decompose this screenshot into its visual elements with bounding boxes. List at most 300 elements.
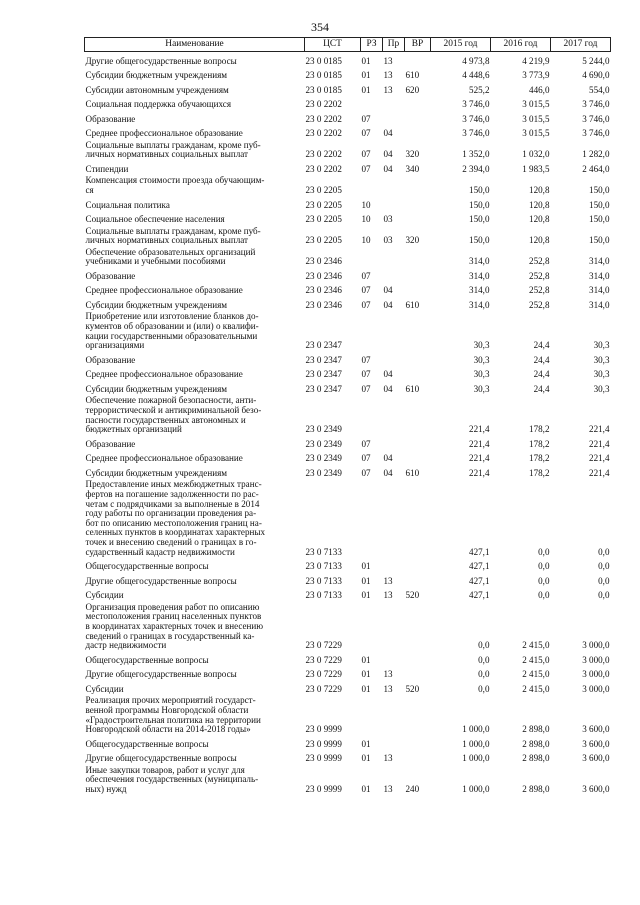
- row-rz: 10: [361, 214, 371, 225]
- row-cst: 23 0 2347: [305, 340, 342, 351]
- row-value-2016: 3 015,5: [522, 128, 550, 139]
- row-value-2016: 2 898,0: [522, 753, 550, 764]
- row-value-2017: 314,0: [589, 270, 610, 281]
- row-value-2017: 3 746,0: [582, 99, 610, 110]
- row-value-2016: 120,8: [529, 214, 550, 225]
- row-rz: 01: [361, 669, 371, 680]
- row-value-2016: 0,0: [538, 575, 550, 586]
- row-vr: 610: [405, 467, 420, 478]
- row-vr: [405, 479, 431, 558]
- row-pr: [383, 175, 405, 196]
- row-vr: 610: [405, 300, 420, 311]
- row-value-2015: 4 448,6: [462, 70, 490, 81]
- row-value-2016: 178,2: [529, 438, 550, 449]
- row-pr: 13: [383, 669, 393, 680]
- row-rz: 01: [361, 753, 371, 764]
- row-value-2015: 427,1: [469, 546, 490, 557]
- row-pr: 04: [383, 164, 393, 175]
- row-cst: 23 0 0185: [305, 70, 342, 81]
- table-row: [85, 66, 611, 81]
- row-rz: [361, 695, 383, 735]
- row-rz: 10: [361, 235, 371, 246]
- row-value-2015: 314,0: [469, 285, 490, 296]
- row-value-2017: 150,0: [589, 199, 610, 210]
- row-rz: 01: [361, 738, 371, 749]
- row-name: Субсидии: [85, 683, 124, 694]
- row-pr: [383, 110, 405, 125]
- table-row: [85, 175, 611, 196]
- row-value-2016: 252,8: [529, 300, 550, 311]
- row-vr: [405, 557, 431, 572]
- column-header-2016: 2016 год: [491, 38, 551, 52]
- row-vr: [405, 435, 431, 450]
- row-pr: [383, 196, 405, 211]
- table-row: [85, 380, 611, 395]
- row-value-2015: 0,0: [478, 683, 490, 694]
- row-name: Социальное обеспечение населения: [85, 214, 225, 225]
- row-name: Образование: [85, 270, 136, 281]
- row-value-2015: 30,3: [473, 369, 490, 380]
- row-value-2015: 314,0: [469, 270, 490, 281]
- row-pr: [383, 695, 405, 735]
- row-vr: [405, 267, 431, 282]
- row-value-2015: 3 746,0: [462, 128, 490, 139]
- row-vr: 340: [405, 164, 420, 175]
- table-row: [85, 95, 611, 110]
- row-pr: 13: [383, 783, 393, 794]
- row-rz: 01: [361, 783, 371, 794]
- row-value-2017: 554,0: [589, 84, 610, 95]
- row-value-2016: 252,8: [529, 285, 550, 296]
- row-value-2016: 2 415,0: [522, 640, 550, 651]
- row-name: Социальная поддержка обучающихся: [85, 99, 232, 110]
- row-vr: [405, 365, 431, 380]
- row-value-2016: 0,0: [538, 561, 550, 572]
- row-rz: 07: [361, 113, 371, 124]
- row-value-2015: 150,0: [469, 214, 490, 225]
- row-value-2017: 221,4: [589, 424, 610, 435]
- row-name: Субсидии бюджетным учреждениям: [85, 467, 228, 478]
- row-value-2015: 1 000,0: [462, 724, 490, 735]
- row-pr: [383, 311, 405, 351]
- row-cst: 23 0 2346: [305, 256, 342, 267]
- row-name: Организация проведения работ по описанию местоположения границ населенных пунктов в координатах характерных точек и внесению сведений о границах в государственный ка- дастр недвижимости: [85, 601, 264, 651]
- table-row: [85, 124, 611, 139]
- row-vr: 320: [405, 149, 420, 160]
- row-value-2015: 221,4: [469, 453, 490, 464]
- row-value-2016: 178,2: [529, 424, 550, 435]
- row-value-2017: 0,0: [598, 546, 610, 557]
- row-value-2017: 3 000,0: [582, 640, 610, 651]
- row-value-2015: 314,0: [469, 300, 490, 311]
- row-name: Общегосударственные вопросы: [85, 738, 209, 749]
- row-name: Стипендии: [85, 164, 129, 175]
- row-value-2015: 150,0: [469, 199, 490, 210]
- row-rz: 07: [361, 384, 371, 394]
- row-pr: 04: [383, 453, 393, 464]
- row-pr: 03: [383, 214, 393, 225]
- row-vr: [405, 749, 431, 764]
- row-pr: [383, 95, 405, 110]
- row-name: Приобретение или изготовление бланков до- кументов об образовании и (или) о квалифи- кации государственными образовательными организациями: [85, 311, 259, 351]
- table-row: [85, 210, 611, 225]
- row-value-2017: 314,0: [589, 256, 610, 267]
- row-pr: 13: [383, 753, 393, 764]
- row-rz: [361, 479, 383, 558]
- row-rz: 07: [361, 438, 371, 449]
- row-cst: 23 0 2347: [305, 384, 342, 394]
- row-rz: 10: [361, 199, 371, 210]
- row-cst: 23 0 2346: [305, 285, 342, 296]
- row-value-2017: 2 464,0: [582, 164, 610, 175]
- table-row: [85, 572, 611, 587]
- row-rz: [361, 311, 383, 351]
- row-cst: 23 0 2349: [305, 438, 342, 449]
- row-value-2016: 252,8: [529, 270, 550, 281]
- row-value-2015: 0,0: [478, 654, 490, 665]
- row-value-2017: 30,3: [593, 354, 610, 365]
- row-vr: 240: [405, 783, 420, 794]
- row-name: Образование: [85, 438, 136, 449]
- table-row: [85, 81, 611, 96]
- row-value-2015: 30,3: [473, 384, 490, 394]
- row-rz: [361, 175, 383, 196]
- row-value-2016: 1 032,0: [522, 149, 550, 160]
- row-value-2017: 3 600,0: [582, 738, 610, 749]
- table-row: [85, 735, 611, 750]
- row-vr: 520: [405, 590, 420, 601]
- row-value-2016: 4 219,9: [522, 55, 550, 66]
- row-value-2015: 150,0: [469, 185, 490, 196]
- row-cst: 23 0 2205: [305, 199, 342, 210]
- row-cst: 23 0 7229: [305, 654, 342, 665]
- row-cst: 23 0 2347: [305, 369, 342, 380]
- row-pr: 03: [383, 235, 393, 246]
- row-vr: [405, 735, 431, 750]
- row-rz: [361, 95, 383, 110]
- row-rz: 01: [361, 683, 371, 694]
- row-vr: [405, 311, 431, 351]
- row-name: Социальная политика: [85, 199, 170, 210]
- row-cst: 23 0 7133: [305, 575, 342, 586]
- row-rz: 01: [361, 55, 371, 66]
- row-cst: 23 0 2349: [305, 424, 342, 435]
- row-name: Предоставление иных межбюджетных транс- фертов на погашение задолженности по рас- четам с подрядчиками за выполненые в 2014 году работы по организации проведения ра- бот по описанию местоположения границ на- селенных пунктов в координатах характерных точек и внесению сведений о границах в го- сударственный кадастр недвижимости: [85, 479, 266, 557]
- row-value-2017: 3 600,0: [582, 724, 610, 735]
- row-pr: 04: [383, 149, 393, 160]
- row-value-2017: 314,0: [589, 285, 610, 296]
- row-vr: [405, 601, 431, 651]
- table-row: [85, 435, 611, 450]
- table-row: [85, 695, 611, 735]
- row-pr: [383, 735, 405, 750]
- row-value-2016: 1 983,5: [522, 164, 550, 175]
- table-row: [85, 395, 611, 435]
- row-pr: 13: [383, 70, 393, 81]
- row-cst: 23 0 2202: [305, 113, 342, 124]
- row-vr: [405, 110, 431, 125]
- row-value-2017: 0,0: [598, 590, 610, 601]
- row-pr: [383, 601, 405, 651]
- table-row: [85, 351, 611, 366]
- table-row: [85, 680, 611, 695]
- row-vr: [405, 52, 431, 67]
- row-value-2016: 178,2: [529, 467, 550, 478]
- row-rz: 07: [361, 354, 371, 365]
- table-row: [85, 557, 611, 572]
- row-vr: 620: [405, 84, 420, 95]
- row-vr: 520: [405, 683, 420, 694]
- table-body: [85, 52, 611, 795]
- row-vr: [405, 395, 431, 435]
- table-row: [85, 196, 611, 211]
- row-value-2016: 3 015,5: [522, 99, 550, 110]
- row-cst: 23 0 2205: [305, 235, 342, 246]
- row-name: Социальные выплаты гражданам, кроме пуб- личных нормативных социальных выплат: [85, 139, 261, 160]
- row-cst: 23 0 2202: [305, 99, 342, 110]
- row-vr: [405, 196, 431, 211]
- row-vr: 320: [405, 235, 420, 246]
- row-name: Субсидии автономным учреждениям: [85, 84, 229, 95]
- row-vr: [405, 351, 431, 366]
- row-vr: [405, 124, 431, 139]
- row-value-2015: 1 000,0: [462, 738, 490, 749]
- page-number: 354: [311, 20, 329, 34]
- row-value-2017: 150,0: [589, 214, 610, 225]
- row-value-2017: 150,0: [589, 185, 610, 196]
- row-pr: 04: [383, 128, 393, 139]
- row-name: Иные закупки товаров, работ и услуг для обеспечения государственных (муниципаль- ных) нужд: [85, 764, 259, 794]
- row-vr: [405, 695, 431, 735]
- row-pr: 04: [383, 384, 393, 394]
- row-value-2017: 314,0: [589, 300, 610, 311]
- row-cst: 23 0 2202: [305, 164, 342, 175]
- table-row: [85, 586, 611, 601]
- row-rz: 01: [361, 654, 371, 665]
- row-cst: 23 0 7229: [305, 669, 342, 680]
- row-value-2016: 0,0: [538, 590, 550, 601]
- row-name: Субсидии бюджетным учреждениям: [85, 384, 228, 394]
- row-rz: 01: [361, 70, 371, 81]
- row-pr: [383, 395, 405, 435]
- row-cst: 23 0 2349: [305, 453, 342, 464]
- row-value-2015: 2 394,0: [462, 164, 490, 175]
- table-row: [85, 296, 611, 311]
- row-value-2016: 120,8: [529, 199, 550, 210]
- row-vr: [405, 210, 431, 225]
- row-value-2016: 178,2: [529, 453, 550, 464]
- row-vr: [405, 572, 431, 587]
- row-pr: 13: [383, 575, 393, 586]
- row-name: Другие общегосударственные вопросы: [85, 575, 237, 586]
- row-cst: 23 0 2205: [305, 185, 342, 196]
- row-cst: 23 0 2202: [305, 149, 342, 160]
- row-pr: 04: [383, 467, 393, 478]
- row-cst: 23 0 9999: [305, 753, 342, 764]
- row-value-2017: 5 244,0: [582, 55, 610, 66]
- row-pr: [383, 435, 405, 450]
- row-value-2015: 4 973,8: [462, 55, 490, 66]
- table-row: [85, 665, 611, 680]
- row-cst: 23 0 2346: [305, 270, 342, 281]
- row-cst: 23 0 7229: [305, 640, 342, 651]
- row-cst: 23 0 2349: [305, 467, 342, 478]
- row-value-2015: 525,2: [469, 84, 490, 95]
- row-value-2017: 1 282,0: [582, 149, 610, 160]
- row-value-2016: 24,4: [533, 340, 550, 351]
- row-cst: 23 0 2205: [305, 214, 342, 225]
- row-rz: 07: [361, 164, 371, 175]
- row-value-2017: 221,4: [589, 467, 610, 478]
- row-name: Среднее профессиональное образование: [85, 453, 243, 464]
- row-value-2017: 3 746,0: [582, 113, 610, 124]
- row-value-2015: 0,0: [478, 640, 490, 651]
- table-row: [85, 464, 611, 479]
- row-value-2015: 314,0: [469, 256, 490, 267]
- table-row: [85, 651, 611, 666]
- row-name: Компенсация стоимости проезда обучающим- ся: [85, 175, 265, 196]
- table-row: [85, 139, 611, 160]
- row-cst: 23 0 0185: [305, 84, 342, 95]
- row-rz: 01: [361, 84, 371, 95]
- row-name: Другие общегосударственные вопросы: [85, 669, 237, 680]
- row-pr: 13: [383, 55, 393, 66]
- table-row: [85, 749, 611, 764]
- row-rz: 07: [361, 453, 371, 464]
- row-name: Обеспечение образовательных организаций учебниками и учебными пособиями: [85, 246, 256, 267]
- column-header-cst: ЦСТ: [305, 38, 361, 52]
- row-value-2015: 1 000,0: [462, 753, 490, 764]
- table-row: [85, 246, 611, 267]
- row-value-2016: 446,0: [529, 84, 550, 95]
- row-value-2016: 2 415,0: [522, 683, 550, 694]
- row-name: Образование: [85, 113, 136, 124]
- row-value-2016: 2 415,0: [522, 669, 550, 680]
- column-header-rz: РЗ: [361, 38, 383, 52]
- row-value-2016: 2 898,0: [522, 738, 550, 749]
- table-row: [85, 311, 611, 351]
- row-value-2017: 150,0: [589, 235, 610, 246]
- row-pr: 13: [383, 683, 393, 694]
- row-value-2015: 1 000,0: [462, 783, 490, 794]
- row-value-2016: 120,8: [529, 235, 550, 246]
- row-name: Субсидии бюджетным учреждениям: [85, 70, 228, 81]
- row-pr: 04: [383, 300, 393, 311]
- row-pr: [383, 557, 405, 572]
- row-rz: 07: [361, 467, 371, 478]
- row-name: Субсидии бюджетным учреждениям: [85, 300, 228, 311]
- row-value-2016: 24,4: [533, 384, 550, 394]
- row-cst: 23 0 2347: [305, 354, 342, 365]
- row-name: Социальные выплаты гражданам, кроме пуб- личных нормативных социальных выплат: [85, 225, 261, 246]
- row-pr: 13: [383, 590, 393, 601]
- row-value-2016: 3 773,9: [522, 70, 550, 81]
- row-name: Субсидии: [85, 590, 124, 601]
- row-value-2015: 3 746,0: [462, 99, 490, 110]
- row-vr: [405, 95, 431, 110]
- row-cst: 23 0 9999: [305, 724, 342, 735]
- row-name: Среднее профессиональное образование: [85, 128, 243, 139]
- row-value-2015: 427,1: [469, 590, 490, 601]
- row-rz: 01: [361, 575, 371, 586]
- row-value-2017: 4 690,0: [582, 70, 610, 81]
- row-vr: [405, 281, 431, 296]
- table-row: [85, 160, 611, 175]
- row-value-2017: 3 000,0: [582, 654, 610, 665]
- row-name: Другие общегосударственные вопросы: [85, 55, 237, 66]
- row-value-2017: 3 746,0: [582, 128, 610, 139]
- table-row: [85, 764, 611, 795]
- row-rz: 07: [361, 285, 371, 296]
- row-value-2015: 427,1: [469, 561, 490, 572]
- row-pr: 04: [383, 285, 393, 296]
- row-vr: 610: [405, 70, 420, 81]
- table-row: [85, 225, 611, 246]
- row-value-2017: 0,0: [598, 575, 610, 586]
- row-value-2017: 3 000,0: [582, 669, 610, 680]
- column-header-2017: 2017 год: [551, 38, 611, 52]
- row-vr: [405, 246, 431, 267]
- row-rz: 01: [361, 561, 371, 572]
- row-value-2016: 2 415,0: [522, 654, 550, 665]
- row-vr: [405, 175, 431, 196]
- row-value-2017: 3 000,0: [582, 683, 610, 694]
- row-vr: [405, 449, 431, 464]
- row-pr: [383, 267, 405, 282]
- table-row: [85, 267, 611, 282]
- table-row: [85, 365, 611, 380]
- row-name: Реализация прочих мероприятий государст- венной программы Новгородской области «Градостроительная политика на территории Новгородской области на 2014-2018 годы»: [85, 695, 261, 735]
- row-value-2016: 252,8: [529, 256, 550, 267]
- row-name: Образование: [85, 354, 136, 365]
- table-row: [85, 601, 611, 651]
- row-pr: 04: [383, 369, 393, 380]
- row-rz: [361, 246, 383, 267]
- column-header-pr: Пр: [383, 38, 405, 52]
- row-value-2017: 3 600,0: [582, 783, 610, 794]
- row-value-2015: 221,4: [469, 467, 490, 478]
- row-pr: [383, 351, 405, 366]
- row-value-2015: 30,3: [473, 354, 490, 365]
- row-rz: [361, 395, 383, 435]
- row-cst: 23 0 7229: [305, 683, 342, 694]
- row-name: Общегосударственные вопросы: [85, 561, 209, 572]
- row-value-2015: 221,4: [469, 424, 490, 435]
- row-value-2017: 221,4: [589, 453, 610, 464]
- row-cst: 23 0 2202: [305, 128, 342, 139]
- row-name: Среднее профессиональное образование: [85, 369, 243, 380]
- row-value-2017: 30,3: [593, 384, 610, 394]
- row-value-2016: 120,8: [529, 185, 550, 196]
- row-value-2017: 30,3: [593, 340, 610, 351]
- row-rz: 01: [361, 590, 371, 601]
- row-value-2016: 24,4: [533, 369, 550, 380]
- row-cst: 23 0 7133: [305, 546, 342, 557]
- row-value-2016: 24,4: [533, 354, 550, 365]
- row-value-2015: 221,4: [469, 438, 490, 449]
- row-value-2015: 150,0: [469, 235, 490, 246]
- row-value-2015: 30,3: [473, 340, 490, 351]
- row-value-2015: 427,1: [469, 575, 490, 586]
- row-value-2016: 0,0: [538, 546, 550, 557]
- row-pr: 13: [383, 84, 393, 95]
- row-value-2015: 1 352,0: [462, 149, 490, 160]
- row-value-2017: 30,3: [593, 369, 610, 380]
- row-pr: [383, 246, 405, 267]
- row-rz: 07: [361, 300, 371, 311]
- row-value-2015: 0,0: [478, 669, 490, 680]
- row-value-2017: 3 600,0: [582, 753, 610, 764]
